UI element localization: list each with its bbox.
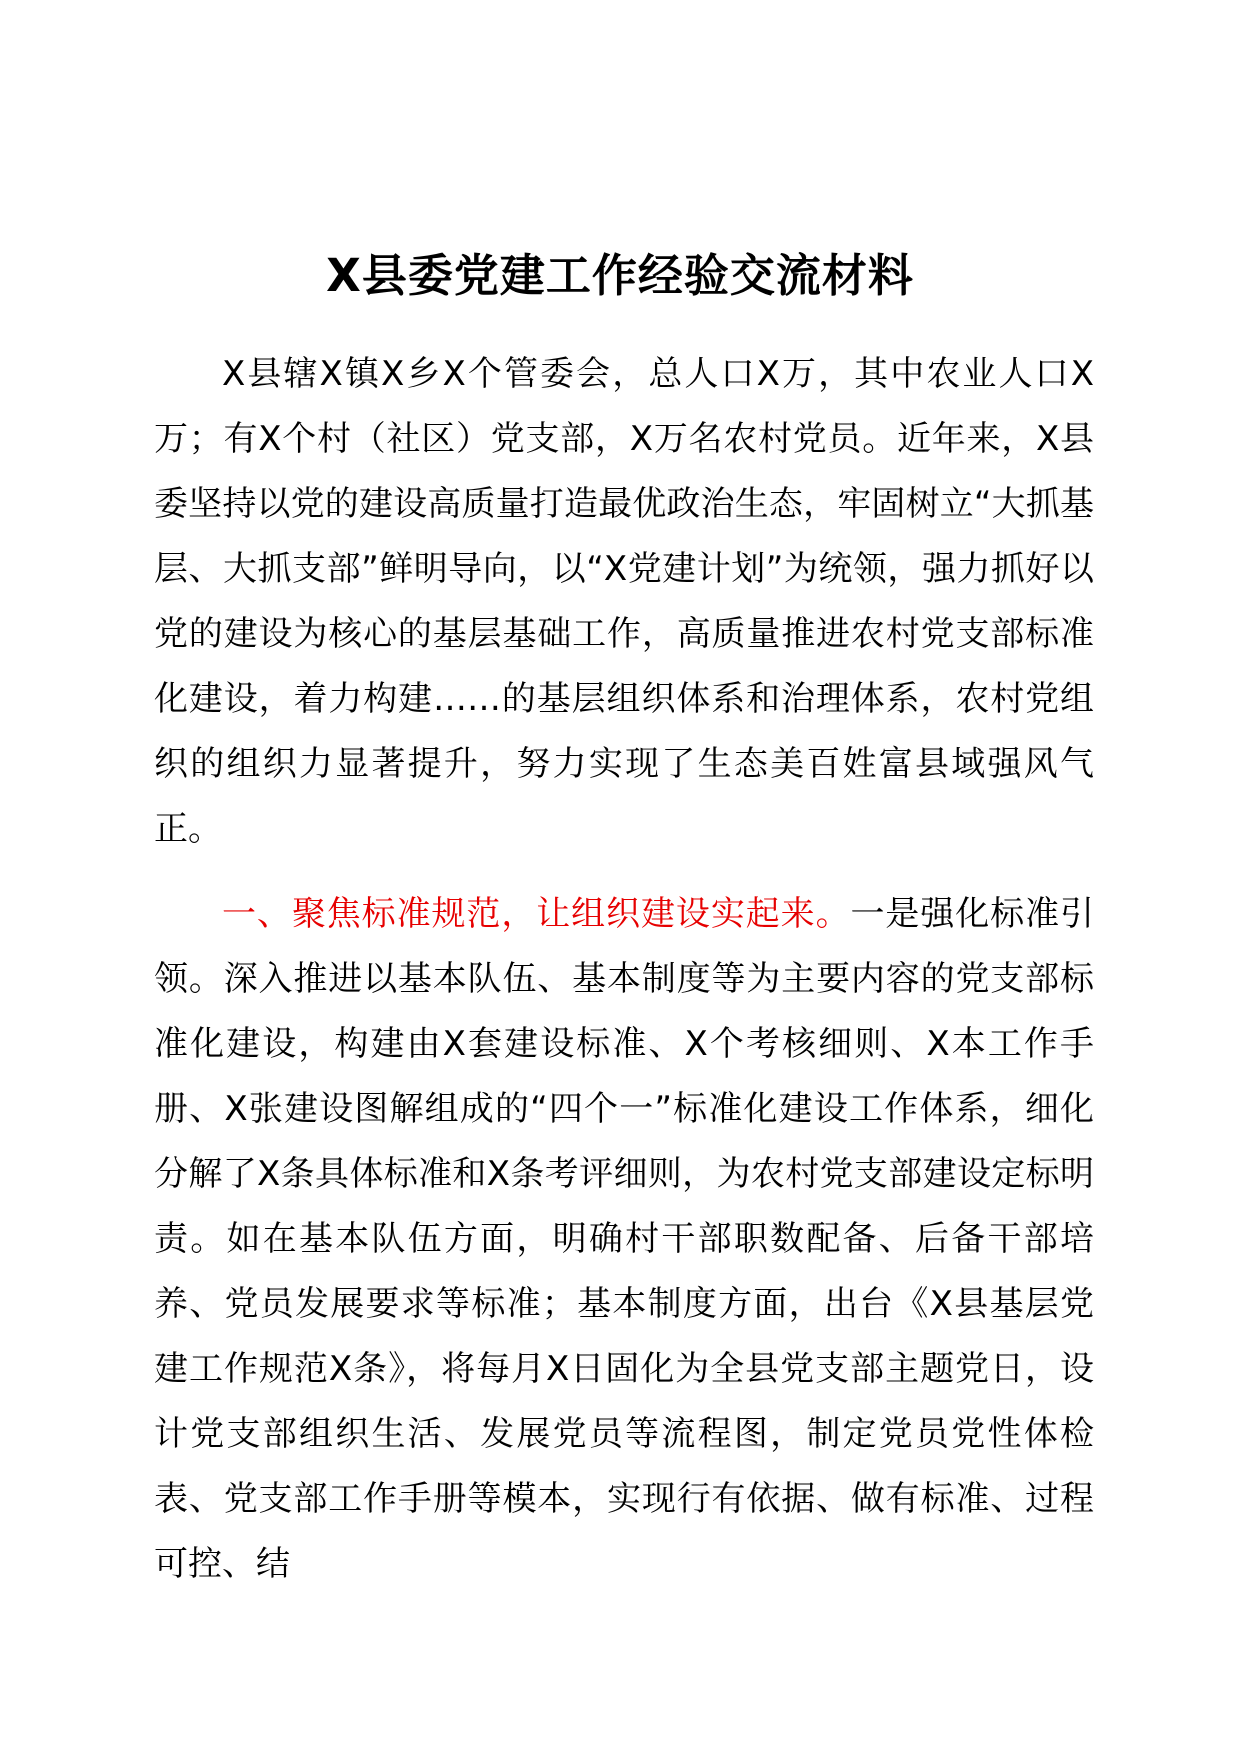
section-heading: 一、聚焦标准规范，让组织建设实起来。 bbox=[222, 894, 851, 934]
paragraph-section-one bbox=[154, 882, 1094, 1597]
section-body: 一是强化标准引领。深入推进以基本队伍、基本制度等为主要内容的党支部标准化建设，构建由X套建设标准、X个考核细则、X本工作手册、X张建设图解组成的“四个一”标准化建设工作体系，细化分解了X条具体标准和X条考评细则，为农村党支部建设定标明责。如在基本队伍方面，明确村干部职数配备、后备干部培养、党员发展要求等标准；基本制度方面，出台《X县基层党建工作规范X条》，将每月X日固化为全县党支部主题党日，设计党支部组织生活、发展党员等流程图，制定党员党性体检表、党支部工作手册等模本，实现行有依据、做有标准、过程可控、结 bbox=[154, 894, 1094, 1584]
document-title: X县委党建工作经验交流材料 bbox=[326, 249, 914, 302]
paragraph-intro: X县辖X镇X乡X个管委会，总人口X万，其中农业人口X万；有X个村（社区）党支部，X万名农村党员。近年来，X县委坚持以党的建设高质量打造最优政治生态，牢固树立“大抓基层、大抓支部”鲜明导向，以“X党建计划”为统领，强力抓好以党的建设为核心的基层基础工作，高质量推进农村党支部标准化建设，着力构建……的基层组织体系和治理体系，农村党组织的组织力显著提升，努力实现了生态美百姓富县域强风气正。 bbox=[154, 354, 1094, 849]
